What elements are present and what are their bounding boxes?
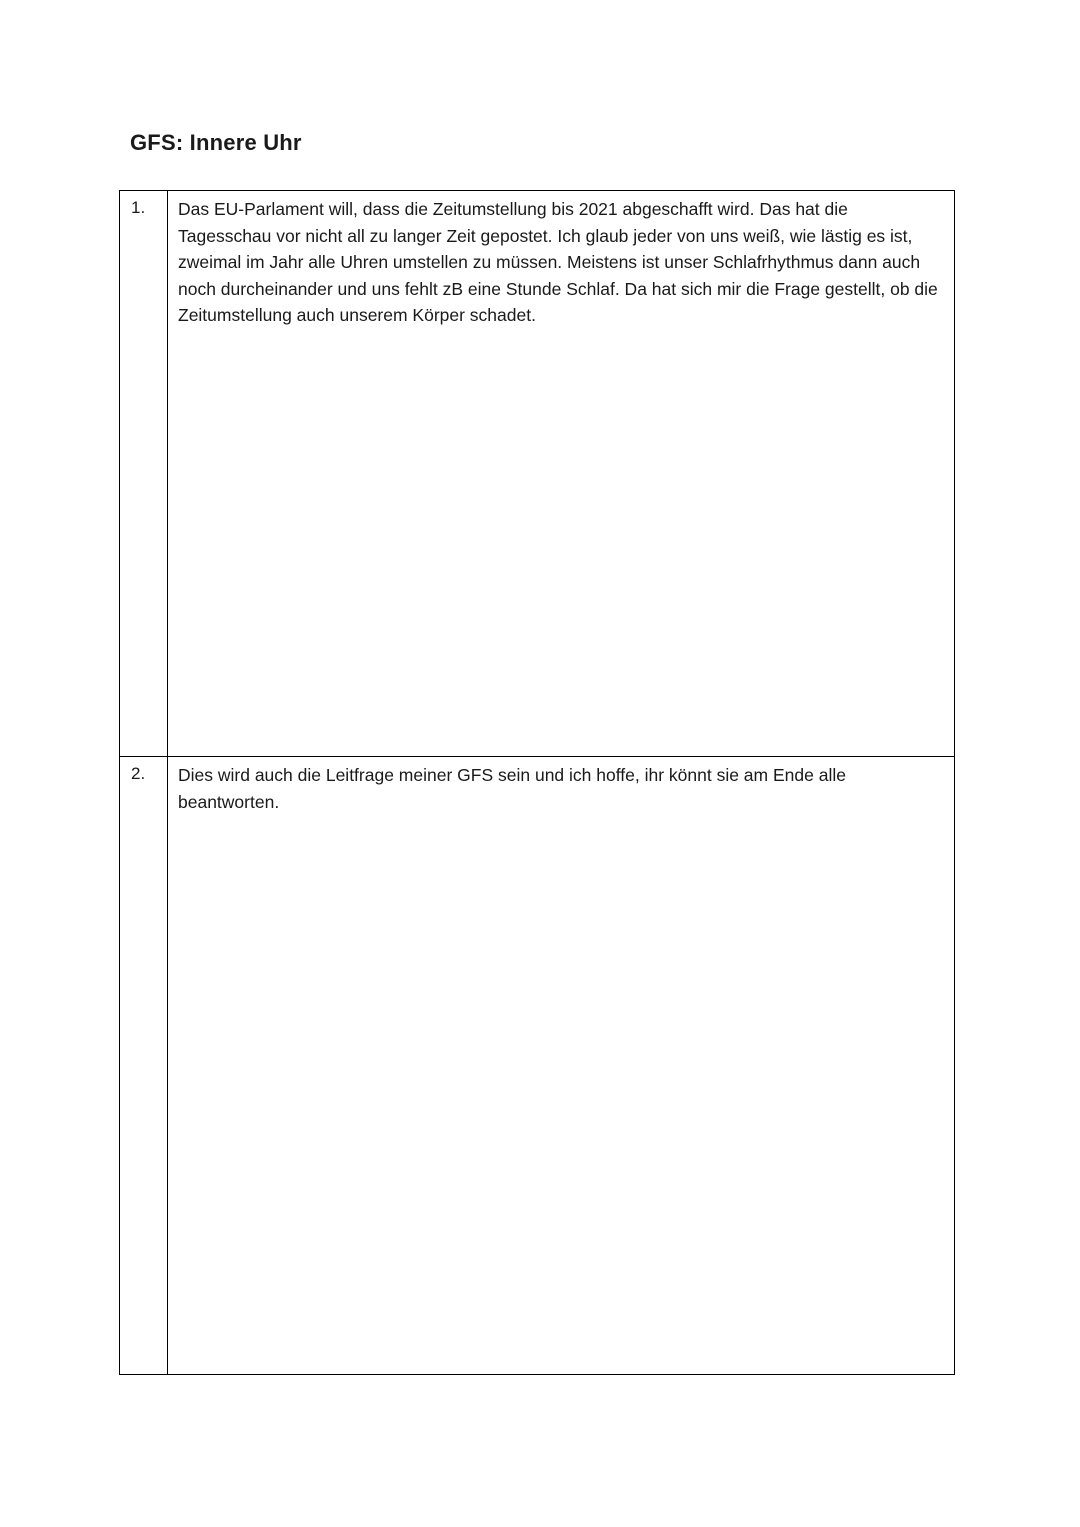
outline-row xyxy=(120,191,955,757)
row-text: Das EU-Parlament will, dass die Zeitumstellung bis 2021 abgeschafft wird. Das hat die Tagesschau vor nicht all zu langer Zeit gepostet. Ich glaub jeder von uns weiß, wie lästig es ist, zweimal im Jahr alle Uhren umstellen zu müssen. Meistens ist unser Schlafrhythmus dann auch noch durcheinander und uns fehlt zB eine Stunde Schlaf. Da hat sich mir die Frage gestellt, ob die Zeitumstellung auch unserem Körper schadet. xyxy=(178,199,938,325)
outline-row xyxy=(120,757,955,1375)
row-text-cell xyxy=(168,757,955,1375)
row-number: 1. xyxy=(131,198,146,217)
row-number: 2. xyxy=(131,764,146,783)
row-text-cell xyxy=(168,191,955,757)
document-title: GFS: Innere Uhr xyxy=(130,130,302,155)
outline-table xyxy=(119,190,955,1375)
row-number-cell xyxy=(120,191,168,757)
row-text: Dies wird auch die Leitfrage meiner GFS sein und ich hoffe, ihr könnt sie am Ende alle beantworten. xyxy=(178,765,846,812)
row-number-cell xyxy=(120,757,168,1375)
